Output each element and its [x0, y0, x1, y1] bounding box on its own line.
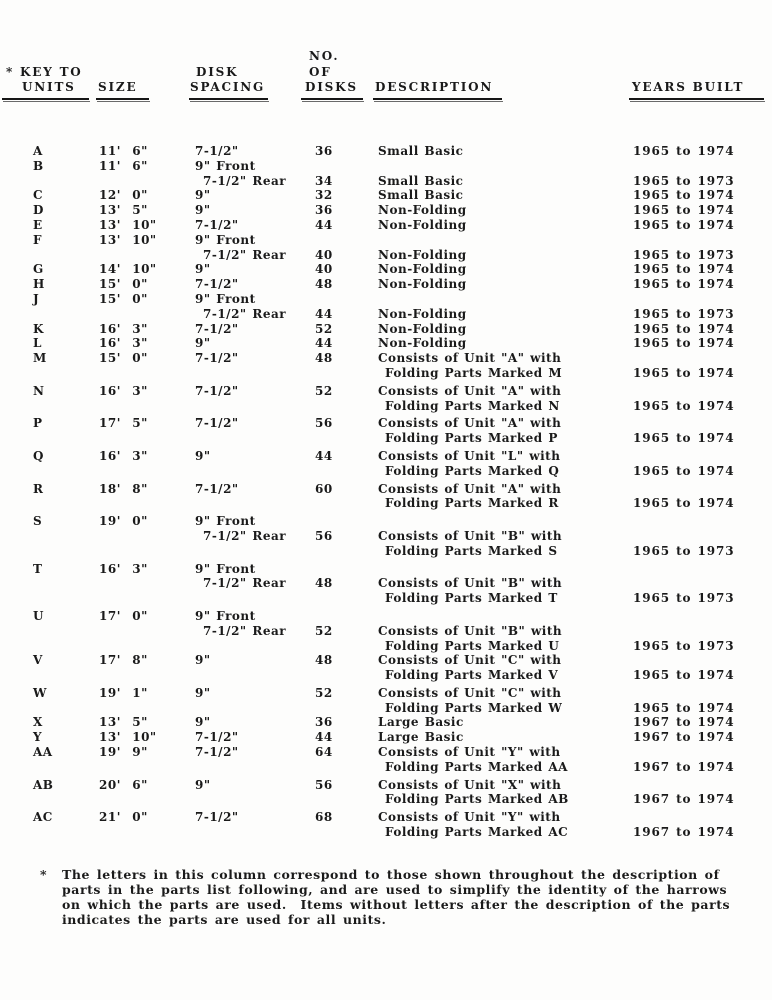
cell-spacing: 7-1/2"	[195, 277, 239, 292]
cell-key: C	[33, 188, 44, 203]
cell-desc: Non-Folding	[378, 306, 467, 321]
cell-desc: Folding Parts Marked W	[385, 700, 563, 715]
header-disk-spacing-line2: SPACING	[190, 80, 266, 94]
cell-key: T	[33, 561, 43, 576]
cell-spacing: 7-1/2"	[195, 144, 239, 158]
cell-key: R	[33, 481, 44, 496]
cell-years: 1965 to 1974	[633, 668, 735, 683]
cell-desc: Consists of Unit "Y" with	[378, 745, 561, 760]
cell-years: 1967 to 1974	[633, 792, 735, 807]
cell-size: 15' 0"	[99, 277, 148, 292]
table-row	[0, 715, 772, 730]
cell-disks: 48	[315, 653, 333, 668]
cell-spacing: 9"	[195, 653, 211, 668]
cell-size: 13' 5"	[99, 203, 148, 218]
cell-desc: Folding Parts Marked M	[385, 365, 563, 380]
cell-spacing: 9"	[195, 685, 211, 700]
cell-spacing: 7-1/2"	[195, 810, 239, 825]
table-row	[0, 686, 772, 701]
cell-spacing: 7-1/2" Rear	[203, 528, 287, 543]
cell-desc: Small Basic	[378, 188, 464, 203]
header-underline-size	[96, 98, 149, 100]
cell-disks: 36	[315, 144, 333, 158]
cell-desc: Large Basic	[378, 715, 464, 730]
cell-desc: Non-Folding	[378, 203, 467, 218]
cell-disks: 48	[315, 576, 333, 591]
cell-size: 16' 3"	[99, 321, 148, 336]
cell-desc: Folding Parts Marked S	[385, 543, 558, 558]
table-row	[0, 760, 772, 775]
cell-spacing: 7-1/2"	[195, 383, 239, 398]
cell-years: 1965 to 1974	[633, 463, 735, 478]
table-row	[0, 810, 772, 825]
cell-key: K	[33, 321, 44, 336]
cell-spacing: 9" Front	[195, 232, 256, 247]
cell-years: 1965 to 1974	[633, 217, 735, 232]
cell-years: 1965 to 1974	[633, 262, 735, 277]
table-row	[0, 307, 772, 322]
cell-desc: Non-Folding	[378, 321, 467, 336]
cell-spacing: 9" Front	[195, 514, 256, 529]
cell-desc: Consists of Unit "B" with	[378, 576, 563, 591]
cell-size: 21' 0"	[99, 810, 148, 825]
cell-size: 16' 3"	[99, 561, 148, 576]
table-row	[0, 322, 772, 337]
cell-key: G	[33, 262, 44, 277]
cell-key: V	[33, 653, 43, 668]
cell-disks: 64	[315, 745, 333, 760]
cell-key: B	[33, 158, 44, 173]
cell-desc: Non-Folding	[378, 336, 467, 351]
cell-desc: Non-Folding	[378, 262, 467, 277]
cell-desc: Consists of Unit "L" with	[378, 448, 561, 463]
cell-desc: Non-Folding	[378, 217, 467, 232]
cell-years: 1967 to 1974	[633, 715, 735, 730]
cell-key: A	[33, 144, 43, 158]
cell-key: L	[33, 336, 42, 351]
cell-size: 19' 9"	[99, 745, 148, 760]
cell-desc: Folding Parts Marked N	[385, 398, 560, 413]
cell-spacing: 7-1/2"	[195, 217, 239, 232]
cell-years: 1965 to 1973	[633, 591, 735, 606]
table-row	[0, 159, 772, 174]
table-row	[0, 609, 772, 624]
table-row	[0, 399, 772, 414]
cell-size: 12' 0"	[99, 188, 148, 203]
cell-size: 17' 5"	[99, 416, 148, 431]
table-row	[0, 464, 772, 479]
table-row	[0, 496, 772, 511]
cell-desc: Consists of Unit "A" with	[378, 416, 562, 431]
table-row	[0, 792, 772, 807]
cell-disks: 40	[315, 262, 333, 277]
cell-disks: 36	[315, 715, 333, 730]
cell-years: 1965 to 1973	[633, 247, 735, 262]
table-row	[0, 174, 772, 189]
units-table-rows	[0, 144, 772, 840]
cell-desc: Folding Parts Marked Q	[385, 463, 560, 478]
table-row	[0, 591, 772, 606]
cell-key: M	[33, 351, 47, 366]
cell-size: 16' 3"	[99, 336, 148, 351]
table-row	[0, 562, 772, 577]
cell-size: 16' 3"	[99, 383, 148, 398]
header-no-of-disks-line1: NO.	[309, 49, 340, 63]
table-row	[0, 745, 772, 760]
cell-desc: Consists of Unit "C" with	[378, 653, 562, 668]
table-row	[0, 701, 772, 716]
table-row	[0, 482, 772, 497]
header-key-units-line2: UNITS	[22, 80, 76, 94]
cell-disks: 68	[315, 810, 333, 825]
cell-spacing: 9" Front	[195, 291, 256, 306]
cell-years: 1965 to 1974	[633, 700, 735, 715]
cell-spacing: 9"	[195, 203, 211, 218]
cell-desc: Consists of Unit "B" with	[378, 623, 563, 638]
cell-disks: 48	[315, 351, 333, 366]
table-row	[0, 262, 772, 277]
footnote-text	[62, 867, 730, 927]
cell-size: 16' 3"	[99, 448, 148, 463]
cell-years: 1967 to 1974	[633, 730, 735, 745]
cell-size: 13' 10"	[99, 730, 157, 745]
cell-key: AB	[33, 777, 54, 792]
cell-disks: 56	[315, 528, 333, 543]
cell-desc: Small Basic	[378, 173, 464, 188]
cell-key: H	[33, 277, 45, 292]
cell-spacing: 9"	[195, 336, 211, 351]
footnote-asterisk: *	[40, 867, 47, 882]
table-row	[0, 668, 772, 683]
cell-key: Q	[33, 448, 44, 463]
table-row	[0, 416, 772, 431]
table-row	[0, 431, 772, 446]
cell-desc: Folding Parts Marked R	[385, 496, 559, 511]
cell-spacing: 7-1/2"	[195, 481, 239, 496]
cell-key: AA	[33, 745, 53, 760]
cell-years: 1965 to 1974	[633, 431, 735, 446]
cell-disks: 52	[315, 623, 333, 638]
cell-desc: Consists of Unit "A" with	[378, 481, 562, 496]
header-key-units-line1: * KEY TO	[6, 65, 83, 79]
footnote-line: The letters in this column correspond to those shown throughout the description of	[62, 867, 720, 882]
cell-spacing: 7-1/2" Rear	[203, 306, 287, 321]
header-disk-spacing-line1: DISK	[196, 65, 239, 79]
cell-spacing: 7-1/2"	[195, 730, 239, 745]
table-row	[0, 336, 772, 351]
cell-spacing: 7-1/2"	[195, 321, 239, 336]
cell-desc: Folding Parts Marked T	[385, 591, 558, 606]
cell-disks: 40	[315, 247, 333, 262]
cell-years: 1965 to 1974	[633, 336, 735, 351]
table-row	[0, 529, 772, 544]
table-row	[0, 576, 772, 591]
table-row	[0, 778, 772, 793]
cell-spacing: 7-1/2" Rear	[203, 576, 287, 591]
header-no-of-disks-line2: OF	[309, 65, 332, 79]
table-row	[0, 544, 772, 559]
cell-years: 1965 to 1974	[633, 203, 735, 218]
cell-key: S	[33, 514, 43, 529]
cell-desc: Non-Folding	[378, 277, 467, 292]
cell-disks: 44	[315, 306, 333, 321]
cell-years: 1967 to 1974	[633, 759, 735, 774]
cell-years: 1965 to 1974	[633, 277, 735, 292]
cell-years: 1967 to 1974	[633, 825, 735, 840]
table-row	[0, 248, 772, 263]
cell-disks: 32	[315, 188, 333, 203]
header-underline-disks	[301, 98, 363, 100]
header-size: SIZE	[98, 80, 138, 94]
cell-size: 14' 10"	[99, 262, 157, 277]
cell-disks: 56	[315, 777, 333, 792]
cell-key: P	[33, 416, 43, 431]
cell-disks: 52	[315, 383, 333, 398]
table-row	[0, 449, 772, 464]
cell-spacing: 9" Front	[195, 561, 256, 576]
table-row	[0, 653, 772, 668]
header-years-built: YEARS BUILT	[632, 80, 745, 94]
cell-years: 1965 to 1974	[633, 144, 735, 158]
table-row	[0, 639, 772, 654]
footnote-line: parts in the parts list following, and are used to simplify the identity of the harrows	[62, 882, 728, 898]
cell-key: E	[33, 217, 43, 232]
table-row	[0, 233, 772, 248]
cell-spacing: 7-1/2" Rear	[203, 247, 287, 262]
header-underline-description	[373, 98, 502, 100]
cell-spacing: 7-1/2"	[195, 416, 239, 431]
cell-disks: 34	[315, 173, 333, 188]
cell-key: Y	[33, 730, 43, 745]
cell-disks: 44	[315, 217, 333, 232]
cell-desc: Non-Folding	[378, 247, 467, 262]
header-description: DESCRIPTION	[375, 80, 494, 94]
cell-spacing: 7-1/2" Rear	[203, 173, 287, 188]
cell-size: 17' 0"	[99, 608, 148, 623]
cell-size: 15' 0"	[99, 351, 148, 366]
cell-size: 19' 1"	[99, 685, 148, 700]
cell-disks: 48	[315, 277, 333, 292]
table-row	[0, 351, 772, 366]
cell-desc: Small Basic	[378, 144, 464, 158]
cell-desc: Folding Parts Marked V	[385, 668, 559, 683]
table-row	[0, 514, 772, 529]
cell-desc: Consists of Unit "Y" with	[378, 810, 561, 825]
cell-key: W	[33, 685, 47, 700]
cell-key: AC	[33, 810, 53, 825]
table-row	[0, 188, 772, 203]
table-row	[0, 218, 772, 233]
cell-size: 13' 10"	[99, 232, 157, 247]
table-row	[0, 624, 772, 639]
cell-years: 1965 to 1974	[633, 496, 735, 511]
cell-spacing: 9"	[195, 715, 211, 730]
cell-spacing: 9" Front	[195, 608, 256, 623]
cell-spacing: 7-1/2" Rear	[203, 623, 287, 638]
cell-disks: 44	[315, 336, 333, 351]
cell-disks: 52	[315, 321, 333, 336]
cell-desc: Consists of Unit "X" with	[378, 777, 562, 792]
cell-desc: Consists of Unit "B" with	[378, 528, 563, 543]
cell-desc: Consists of Unit "A" with	[378, 383, 562, 398]
header-underline-years	[629, 98, 764, 100]
cell-disks: 60	[315, 481, 333, 496]
cell-desc: Large Basic	[378, 730, 464, 745]
cell-size: 20' 6"	[99, 777, 148, 792]
cell-disks: 44	[315, 730, 333, 745]
cell-years: 1965 to 1973	[633, 173, 735, 188]
cell-desc: Folding Parts Marked U	[385, 638, 560, 653]
cell-desc: Consists of Unit "A" with	[378, 351, 562, 366]
footnote	[40, 867, 730, 927]
footnote-line: on which the parts are used. Items without letters after the description of the parts	[62, 897, 731, 913]
cell-spacing: 9"	[195, 262, 211, 277]
footnote-line: indicates the parts are used for all units.	[62, 912, 387, 928]
header-underline-key	[2, 98, 89, 100]
header-no-of-disks-line3: DISKS	[305, 80, 358, 94]
cell-spacing: 7-1/2"	[195, 745, 239, 760]
cell-key: N	[33, 383, 45, 398]
table-row	[0, 144, 772, 159]
cell-key: D	[33, 203, 44, 218]
cell-disks: 56	[315, 416, 333, 431]
cell-disks: 52	[315, 685, 333, 700]
table-row	[0, 277, 772, 292]
cell-size: 17' 8"	[99, 653, 148, 668]
table-row	[0, 292, 772, 307]
cell-desc: Folding Parts Marked P	[385, 431, 558, 446]
cell-key: U	[33, 608, 44, 623]
cell-key: J	[33, 291, 40, 306]
cell-disks: 36	[315, 203, 333, 218]
cell-desc: Folding Parts Marked AC	[385, 825, 569, 840]
cell-size: 11' 6"	[99, 158, 148, 173]
cell-key: X	[33, 715, 43, 730]
cell-years: 1965 to 1973	[633, 306, 735, 321]
table-row	[0, 825, 772, 840]
cell-disks: 44	[315, 448, 333, 463]
cell-years: 1965 to 1974	[633, 321, 735, 336]
table-row	[0, 384, 772, 399]
cell-spacing: 9"	[195, 188, 211, 203]
cell-size: 19' 0"	[99, 514, 148, 529]
cell-desc: Consists of Unit "C" with	[378, 685, 562, 700]
table-row	[0, 730, 772, 745]
cell-size: 11' 6"	[99, 144, 148, 158]
cell-years: 1965 to 1973	[633, 543, 735, 558]
cell-spacing: 9"	[195, 448, 211, 463]
cell-years: 1965 to 1974	[633, 365, 735, 380]
cell-years: 1965 to 1974	[633, 188, 735, 203]
header-underline-spacing	[189, 98, 268, 100]
cell-years: 1965 to 1973	[633, 638, 735, 653]
cell-size: 18' 8"	[99, 481, 148, 496]
cell-spacing: 9" Front	[195, 158, 256, 173]
cell-spacing: 7-1/2"	[195, 351, 239, 366]
cell-years: 1965 to 1974	[633, 398, 735, 413]
cell-spacing: 9"	[195, 777, 211, 792]
table-row	[0, 203, 772, 218]
cell-desc: Folding Parts Marked AA	[385, 759, 568, 774]
cell-desc: Folding Parts Marked AB	[385, 792, 569, 807]
cell-key: F	[33, 232, 43, 247]
cell-size: 15' 0"	[99, 291, 148, 306]
cell-size: 13' 10"	[99, 217, 157, 232]
table-row	[0, 366, 772, 381]
cell-size: 13' 5"	[99, 715, 148, 730]
